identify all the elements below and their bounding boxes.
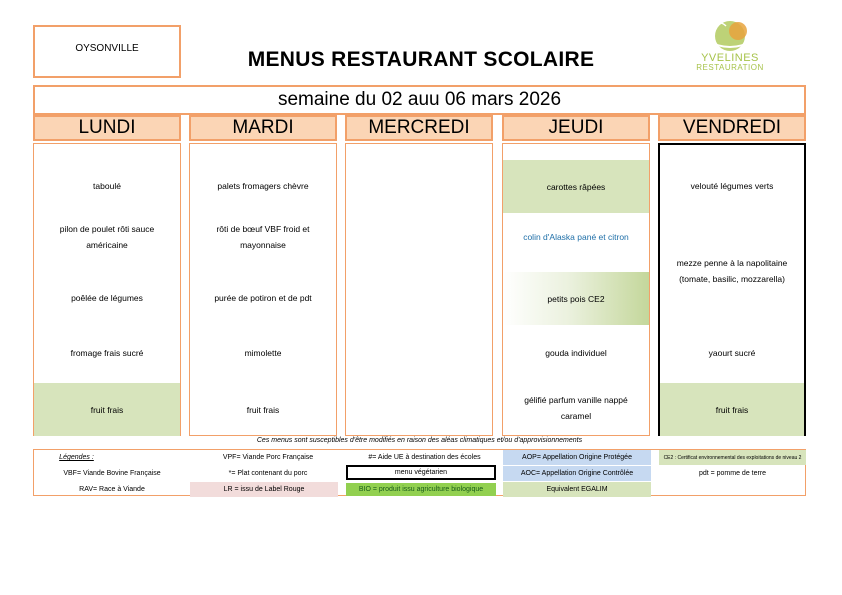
legend-label-rouge: LR = issu de Label Rouge (190, 482, 338, 497)
disclaimer-note: Ces menus sont susceptibles d'être modifiés en raison des aléas climatiques et/ou d'approvisionnements (256, 437, 583, 444)
legend-aide-ue: #= Aide UE à destination des écoles (368, 454, 481, 461)
day-column-jeudi (502, 143, 650, 436)
legend-vbf: VBF= Viande Bovine Française (63, 470, 161, 477)
day-header-lundi: LUNDI (33, 115, 181, 141)
day-column-mercredi (345, 143, 493, 436)
menu-item: mezze penne à la napolitaine (tomate, basilic, mozzarella) (676, 258, 788, 284)
menu-item: fruit frais (34, 383, 180, 436)
legend-bio: BIO = produit issu agriculture biologique (346, 483, 496, 496)
day-column-lundi (33, 143, 181, 436)
day-column-mardi (189, 143, 337, 436)
menu-item: fruit frais (246, 404, 280, 415)
day-header-vendredi: VENDREDI (658, 115, 806, 141)
menu-item: petits pois CE2 (503, 272, 649, 325)
legend-egalim: Equivalent EGALIM (503, 482, 651, 497)
legend-aop: AOP= Appellation Origine Protégée (503, 450, 651, 465)
legend-vegetarien: menu végétarien (346, 465, 496, 480)
legend-aoc: AOC= Appellation Origine Contrôlée (503, 466, 651, 481)
logo-text: YVELINES (701, 52, 759, 64)
legend-vpf: VPF= Viande Porc Française (222, 454, 314, 461)
menu-item: carottes râpées (503, 160, 649, 213)
menu-item: gouda individuel (545, 348, 607, 358)
week-banner (33, 85, 806, 115)
menu-item: gélifié parfum vanille nappé caramel (524, 395, 628, 421)
day-column-vendredi (658, 143, 806, 436)
legend-ce2: CE2 : Certificat environnemental des exploitations de niveau 2 (659, 450, 806, 465)
menu-item: rôti de bœuf VBF froid et mayonnaise (216, 224, 310, 250)
week-label: semaine du 02 auu 06 mars 2026 (277, 89, 562, 110)
legend-pdt: pdt = pomme de terre (698, 470, 767, 477)
day-header-jeudi: JEUDI (502, 115, 650, 141)
menu-item: fromage frais sucré (70, 348, 144, 358)
menu-item: palets fromagers chèvre (217, 181, 309, 191)
page-title: MENUS RESTAURANT SCOLAIRE (247, 48, 595, 71)
legend-porc: *= Plat contenant du porc (228, 470, 308, 477)
legend-title: Légendes : (59, 454, 94, 461)
legend-rav: RAV= Race à Viande (79, 486, 145, 493)
logo-subtext: RESTAURATION (696, 63, 764, 72)
menu-item: poêlée de légumes (71, 293, 143, 303)
menu-item: yaourt sucré (708, 348, 756, 358)
menu-item: colin d'Alaska pané et citron (523, 232, 629, 242)
day-header-mercredi: MERCREDI (345, 115, 493, 141)
menu-item: purée de potiron et de pdt (214, 293, 312, 303)
legend-box (33, 449, 806, 496)
menu-item: pilon de poulet rôti sauce américaine (59, 224, 155, 250)
menu-item: velouté légumes verts (690, 181, 774, 191)
menu-item: taboulé (93, 181, 121, 191)
town-box (33, 25, 181, 78)
menu-item: fruit frais (660, 383, 804, 436)
town-name: OYSONVILLE (75, 43, 139, 54)
day-header-mardi: MARDI (189, 115, 337, 141)
menu-item: mimolette (244, 348, 282, 358)
